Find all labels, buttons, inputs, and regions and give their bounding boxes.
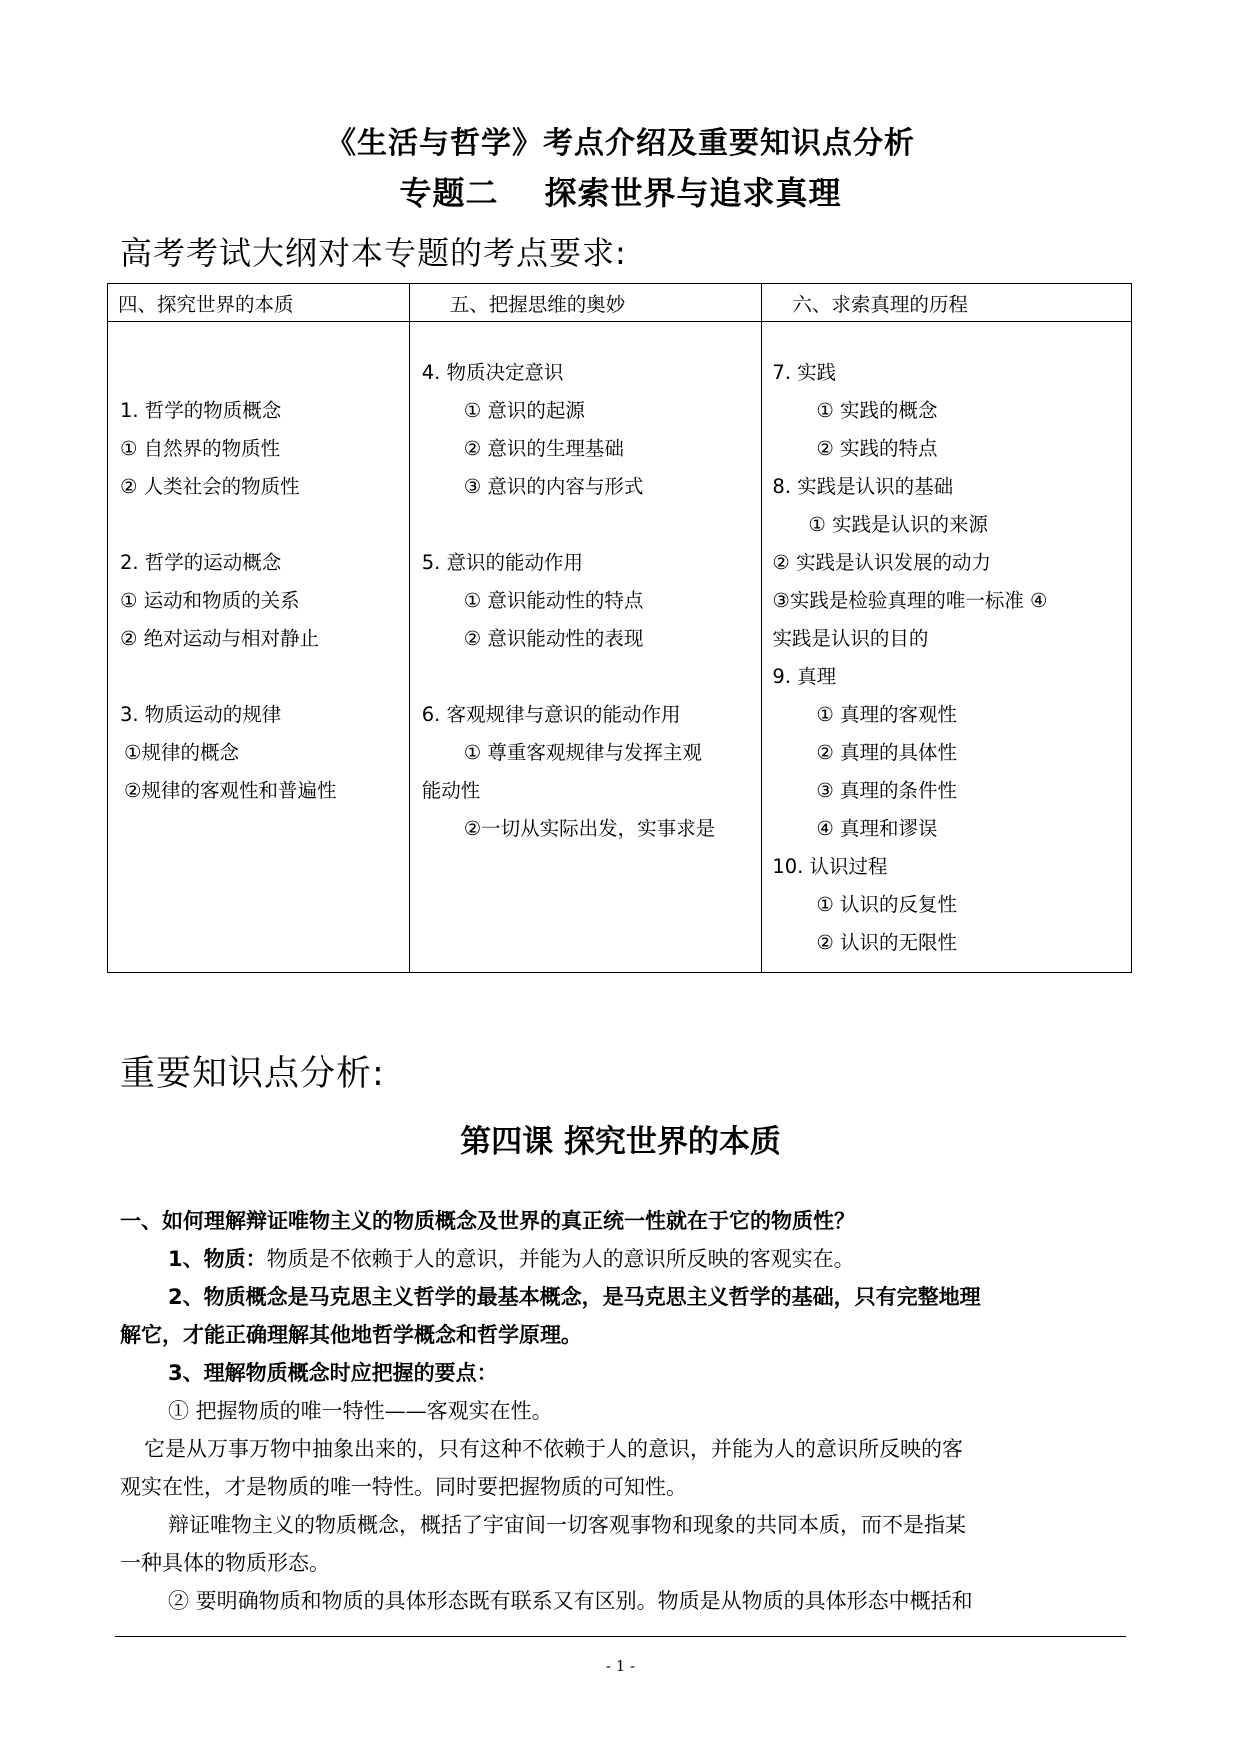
- paragraph: 2、物质概念是马克思主义哲学的最基本概念，是马克思主义哲学的基础，只有完整地理: [168, 1285, 981, 1309]
- list-item: 2. 哲学的运动概念: [120, 551, 282, 574]
- list-item: 10. 认识过程: [772, 855, 888, 878]
- list-item: ① 运动和物质的关系: [120, 589, 300, 612]
- list-item: 5. 意识的能动作用: [421, 551, 583, 574]
- syllabus-heading: 高考考试大纲对本专题的考点要求:: [120, 234, 627, 272]
- list-item: 7. 实践: [772, 361, 837, 384]
- table-cell: [762, 322, 1132, 973]
- list-item: ① 实践的概念: [816, 399, 938, 422]
- paragraph: 它是从万事万物中抽象出来的，只有这种不依赖于人的意识，并能为人的意识所反映的客: [144, 1437, 963, 1461]
- list-item: ② 意识的生理基础: [463, 437, 624, 460]
- list-item: 3. 物质运动的规律: [120, 703, 282, 726]
- list-item: 能动性: [421, 779, 481, 802]
- list-item: ② 意识能动性的表现: [463, 627, 644, 650]
- paragraph: 一种具体的物质形态。: [120, 1551, 330, 1575]
- syllabus-requirements-table: [107, 283, 1132, 973]
- list-item: 4. 物质决定意识: [421, 361, 564, 384]
- section-heading: 重要知识点分析:: [120, 1054, 385, 1094]
- list-item: ③实践是检验真理的唯一标准 ④: [772, 589, 1048, 612]
- table-header-cell: 六、求索真理的历程: [762, 284, 1132, 322]
- column-truth: [762, 322, 1131, 972]
- page-number: - 1 -: [605, 1657, 636, 1675]
- list-item: ④ 真理和谬误: [816, 817, 938, 840]
- table-header-cell: 五、把握思维的奥妙: [409, 284, 762, 322]
- list-item: 9. 真理: [772, 665, 837, 688]
- table-cell: [108, 322, 410, 973]
- list-item: ① 意识的起源: [463, 399, 585, 422]
- paragraph: 3、理解物质概念时应把握的要点：: [168, 1361, 498, 1385]
- list-item: ③ 真理的条件性: [816, 779, 958, 802]
- list-item: ① 真理的客观性: [816, 703, 958, 726]
- paragraph: ② 要明确物质和物质的具体形态既有联系又有区别。物质是从物质的具体形态中概括和: [168, 1589, 973, 1613]
- paragraph: ① 把握物质的唯一特性——客观实在性。: [168, 1399, 553, 1423]
- list-item: ②一切从实际出发，实事求是: [463, 817, 716, 840]
- list-item: ① 自然界的物质性: [120, 437, 281, 460]
- list-item: 6. 客观规律与意识的能动作用: [421, 703, 681, 726]
- list-item: 实践是认识的目的: [772, 627, 929, 650]
- column-thinking: [410, 322, 762, 972]
- column-nature-of-world: [108, 322, 409, 972]
- list-item: ① 意识能动性的特点: [463, 589, 644, 612]
- list-item: ① 认识的反复性: [816, 893, 958, 916]
- footer-divider: [115, 1636, 1126, 1637]
- paragraph: [168, 1242, 855, 1276]
- list-item: ③ 意识的内容与形式: [463, 475, 644, 498]
- paragraph-text: 物质是不依赖于人的意识，并能为人的意识所反映的客观实在。: [266, 1247, 855, 1271]
- table-cell: [409, 322, 762, 973]
- list-item: ① 尊重客观规律与发挥主观: [463, 741, 702, 764]
- list-item: ② 实践的特点: [816, 437, 938, 460]
- paragraph: 辩证唯物主义的物质概念，概括了宇宙间一切客观事物和现象的共同本质，而不是指某: [168, 1513, 966, 1537]
- list-item: ② 人类社会的物质性: [120, 475, 300, 498]
- list-item: ② 实践是认识发展的动力: [772, 551, 992, 574]
- lesson-title: 第四课 探究世界的本质: [460, 1124, 781, 1160]
- document-subtitle: [0, 168, 1241, 214]
- paragraph-label: 1、物质：: [168, 1247, 267, 1271]
- table-header-row: [108, 284, 1132, 322]
- subtitle-topic-number: 专题二: [399, 174, 499, 212]
- table-header-cell: 四、探究世界的本质: [108, 284, 410, 322]
- list-item: ② 真理的具体性: [816, 741, 958, 764]
- paragraph: 观实在性，才是物质的唯一特性。同时要把握物质的可知性。: [120, 1475, 687, 1499]
- list-item: ② 绝对运动与相对静止: [120, 627, 320, 650]
- list-item: ②规律的客观性和普遍性: [124, 779, 337, 802]
- question-heading: 一、如何理解辩证唯物主义的物质概念及世界的真正统一性就在于它的物质性？: [120, 1209, 855, 1233]
- list-item: 8. 实践是认识的基础: [772, 475, 954, 498]
- list-item: ①规律的概念: [124, 741, 239, 764]
- list-item: ② 认识的无限性: [816, 931, 958, 954]
- list-item: 1. 哲学的物质概念: [120, 399, 282, 422]
- paragraph: 解它，才能正确理解其他地哲学概念和哲学原理。: [120, 1323, 582, 1347]
- document-title: 《生活与哲学》考点介绍及重要知识点分析: [326, 126, 915, 161]
- table-body-row: [108, 322, 1132, 973]
- subtitle-topic-name: 探索世界与追求真理: [544, 174, 842, 212]
- list-item: ① 实践是认识的来源: [808, 513, 989, 536]
